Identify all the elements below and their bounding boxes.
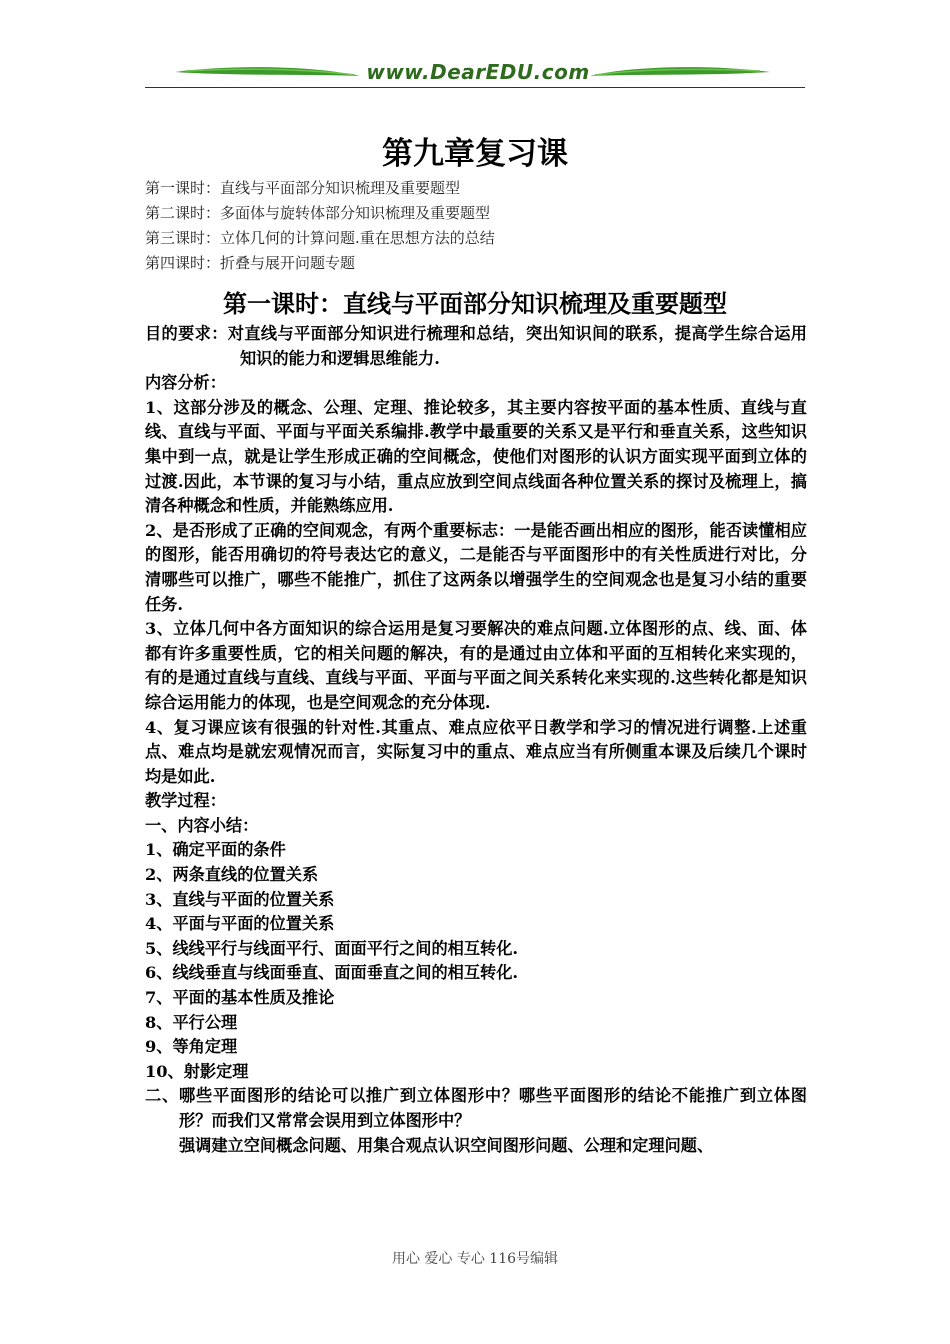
lesson-list-item: 第一课时：直线与平面部分知识梳理及重要题型 bbox=[145, 179, 461, 197]
header-rule bbox=[145, 87, 805, 88]
summary-item: 9、等角定理 bbox=[145, 1037, 238, 1057]
emphasis-paragraph: 强调建立空间概念问题、用集合观点认识空间图形问题、公理和定理问题、 bbox=[179, 1135, 714, 1155]
site-logo-text: www.DearEDU.com bbox=[366, 60, 590, 84]
section-title: 第一课时：直线与平面部分知识梳理及重要题型 bbox=[223, 289, 727, 318]
lesson-list-item: 第二课时：多面体与旋转体部分知识梳理及重要题型 bbox=[145, 204, 491, 222]
summary-item: 3、直线与平面的位置关系 bbox=[145, 889, 335, 909]
analysis-paragraph: 2、是否形成了正确的空间观念，有两个重要标志：一是能否画出相应的图形，能否读懂相应的图形，能否用确切的符号表达它的意义，二是能否与平面图形中的有关性质进行对比，分清哪些可以推广，哪些不能推广，抓住了这两条以增强学生的空间观念也是复习小结的重要任务. bbox=[145, 520, 807, 614]
page-footer: 用心 爱心 专心 116号编辑 bbox=[391, 1251, 559, 1267]
analysis-heading: 内容分析： bbox=[145, 373, 226, 393]
lesson-list-item: 第三课时：立体几何的计算问题.重在思想方法的总结 bbox=[145, 229, 495, 247]
summary-item: 5、线线平行与线面平行、面面平行之间的相互转化. bbox=[145, 938, 519, 958]
summary-item: 4、平面与平面的位置关系 bbox=[145, 914, 335, 934]
summary-item: 2、两条直线的位置关系 bbox=[145, 865, 319, 885]
analysis-paragraph: 3、立体几何中各方面知识的综合运用是复习要解决的难点问题.立体图形的点、线、面、体都有许多重要性质，它的相关问题的解决，有的是通过由立体和平面的互相转化来实现的，有的是通过直线与直线、直线与平面、平面与平面之间关系转化来实现的.这些转化都是知识综合运用能力的体现，也是空间观念的充分体现. bbox=[145, 619, 807, 712]
summary-item: 10、射影定理 bbox=[145, 1061, 249, 1081]
page-title: 第九章复习课 bbox=[382, 136, 568, 172]
document-body bbox=[145, 322, 807, 1158]
analysis-paragraph: 4、复习课应该有很强的针对性.其重点、难点应依平日教学和学习的情况进行调整.上述重点、难点均是就宏观情况而言，实际复习中的重点、难点应当有所侧重本课及后续几个课时均是如此. bbox=[145, 717, 807, 786]
analysis-paragraph: 1、这部分涉及的概念、公理、定理、推论较多，其主要内容按平面的基本性质、直线与直线、直线与平面、平面与平面关系编排.教学中最重要的关系又是平行和垂直关系，这些知识集中到一点，就是让学生形成正确的空间概念，使他们对图形的认识方面实现平面到立体的过渡.因此，本节课的复习与小结，重点应放到空间点线面各种位置关系的探讨及梳理上，搞清各种概念和性质，并能熟练应用. bbox=[145, 397, 807, 516]
summary-item: 7、平面的基本性质及推论 bbox=[145, 988, 335, 1008]
summary-item: 6、线线垂直与线面垂直、面面垂直之间的相互转化. bbox=[145, 963, 519, 983]
summary-item: 1、确定平面的条件 bbox=[145, 840, 286, 860]
process-heading: 教学过程： bbox=[145, 791, 226, 811]
lesson-list bbox=[145, 176, 495, 276]
summary-item: 8、平行公理 bbox=[145, 1012, 238, 1032]
question-paragraph: 二、哪些平面图形的结论可以推广到立体图形中？哪些平面图形的结论不能推广到立体图形？而我们又常常会误用到立体图形中？ bbox=[145, 1086, 807, 1130]
goal-paragraph: 目的要求：对直线与平面部分知识进行梳理和总结，突出知识间的联系，提高学生综合运用知识的能力和逻辑思维能力. bbox=[145, 324, 807, 368]
summary-heading: 一、内容小结： bbox=[145, 815, 259, 835]
lesson-list-item: 第四课时：折叠与展开问题专题 bbox=[145, 254, 356, 272]
